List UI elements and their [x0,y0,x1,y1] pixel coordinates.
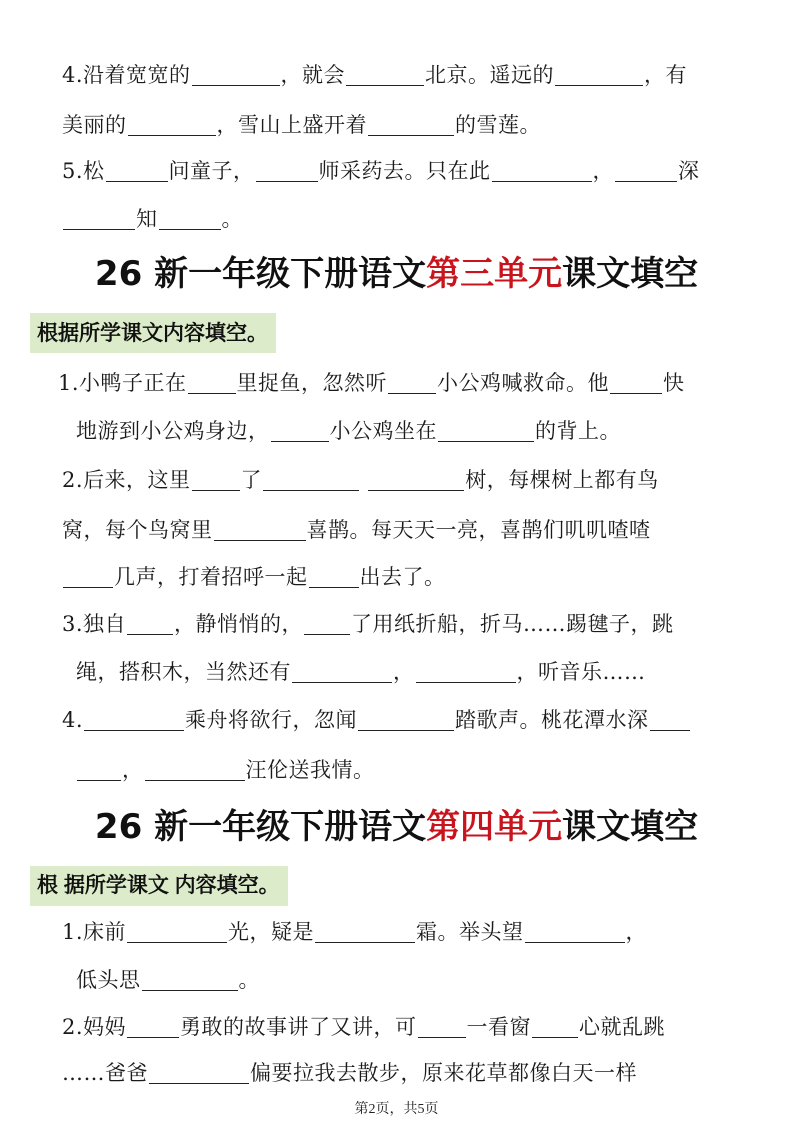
u3-question-2-line-1 [62,465,659,495]
answer-blank[interactable] [63,207,135,230]
answer-blank[interactable] [388,371,436,394]
answer-blank[interactable] [77,758,121,781]
text-segment: 的雪莲。 [455,113,541,137]
text-segment: 3.独自 [62,612,127,636]
answer-blank[interactable] [650,708,690,731]
u3-question-2-line-3 [62,562,446,592]
question-4-line-1 [62,60,687,90]
u3-question-2-line-2 [62,515,651,545]
title-suffix: 课文填空 [562,254,699,294]
text-segment: 勇敢的故事讲了又讲，可 [180,1015,417,1039]
text-segment: 出去了。 [359,565,446,589]
answer-blank[interactable] [358,708,454,731]
title-prefix: 26 新一年级下册语文 [94,807,427,847]
answer-blank[interactable] [315,920,415,943]
u3-question-1-line-1 [58,368,685,398]
answer-blank[interactable] [304,612,350,635]
question-5-line-2 [62,204,243,234]
unit3-instruction: 根据所学课文内容填空。 [30,313,276,353]
text-segment: ， [122,758,144,782]
text-segment: 树，每棵树上都有鸟 [465,468,659,492]
answer-blank[interactable] [532,1015,578,1038]
text-segment: ， [625,920,648,944]
text-segment: 小公鸡喊救命。他 [437,371,610,395]
answer-blank[interactable] [159,207,221,230]
text-segment: ， [592,159,615,183]
u3-question-4-line-2 [76,755,375,785]
answer-blank[interactable] [309,565,359,588]
answer-blank[interactable] [127,1015,179,1038]
answer-blank[interactable] [271,419,329,442]
text-segment: 窝，每个鸟窝里 [62,518,213,542]
text-segment: 1.小鸭子正在 [58,371,187,395]
answer-blank[interactable] [188,371,236,394]
answer-blank[interactable] [145,758,245,781]
answer-blank[interactable] [525,920,625,943]
question-5-line-1 [62,156,700,186]
page-number: 第2页，共5页 [354,1102,439,1117]
answer-blank[interactable] [256,159,318,182]
text-segment: ， [393,660,415,684]
title-highlight: 第四单元 [426,807,563,847]
text-segment: 深 [678,159,700,183]
answer-blank[interactable] [214,518,306,541]
text-segment: 。 [221,207,243,231]
text-segment: 快 [663,371,685,395]
text-segment: 4. [62,708,84,732]
text-segment [360,468,367,492]
text-segment: 汪伦送我情。 [245,758,375,782]
text-segment: 师采药去。只在此 [318,159,491,183]
title-highlight: 第三单元 [426,254,563,294]
answer-blank[interactable] [192,468,240,491]
text-segment: 1.床前 [62,920,127,944]
answer-blank[interactable] [438,419,534,442]
text-segment: 4.沿着宽宽的 [62,63,191,87]
answer-blank[interactable] [368,113,454,136]
unit3-title [0,252,793,296]
text-segment: ，听音乐…… [516,660,646,684]
text-segment: 喜鹊。每天天一亮，喜鹊们叽叽喳喳 [306,518,651,542]
text-segment: 美丽的 [62,113,127,137]
u3-question-3-line-1 [62,609,674,639]
text-segment: 踏歌声。桃花潭水深 [455,708,649,732]
text-segment: 5.松 [62,159,105,183]
answer-blank[interactable] [192,63,280,86]
u3-question-3-line-2 [76,657,646,687]
answer-blank[interactable] [555,63,643,86]
text-segment: 小公鸡坐在 [329,419,437,443]
title-suffix: 课文填空 [562,807,699,847]
text-segment: 心就乱跳 [579,1015,666,1039]
text-segment: 北京。遥远的 [425,63,555,87]
answer-blank[interactable] [368,468,464,491]
title-prefix: 26 新一年级下册语文 [94,254,427,294]
text-segment: 了用纸折船，折马……踢毽子，跳 [351,612,674,636]
text-segment: 了 [240,468,263,492]
text-segment: ，静悄悄的， [174,612,304,636]
answer-blank[interactable] [149,1061,249,1084]
u3-question-4-line-1 [62,705,691,735]
text-segment: 霜。举头望 [416,920,524,944]
text-segment: 。 [238,968,260,992]
text-segment: 知 [136,207,158,231]
answer-blank[interactable] [416,660,516,683]
text-segment: ，雪山上盛开着 [216,113,367,137]
text-segment: 绳，搭积木，当然还有 [76,660,291,684]
question-4-line-2 [62,110,541,140]
text-segment: ，就会 [280,63,346,87]
u4-question-2-line-2 [62,1058,637,1088]
u4-question-1-line-2 [76,965,260,995]
text-segment: 一看窗 [466,1015,532,1039]
text-segment: 偏要拉我去散步，原来花草都像白天一样 [250,1061,637,1085]
text-segment: 的背上。 [535,419,621,443]
answer-blank[interactable] [292,660,392,683]
answer-blank[interactable] [418,1015,466,1038]
answer-blank[interactable] [492,159,592,182]
answer-blank[interactable] [63,565,113,588]
u4-question-2-line-1 [62,1012,665,1042]
answer-blank[interactable] [127,612,173,635]
u3-question-1-line-2 [76,416,621,446]
text-segment: 光，疑是 [228,920,315,944]
text-segment: 问童子， [168,159,255,183]
answer-blank[interactable] [610,371,662,394]
u4-question-1-line-1 [62,917,647,947]
answer-blank[interactable] [346,63,424,86]
answer-blank[interactable] [263,468,359,491]
text-segment: ……爸爸 [62,1061,148,1085]
text-segment: 2.后来，这里 [62,468,191,492]
answer-blank[interactable] [142,968,238,991]
answer-blank[interactable] [84,708,184,731]
text-segment: 乘舟将欲行，忽闻 [185,708,358,732]
answer-blank[interactable] [106,159,168,182]
unit4-title [0,805,793,849]
answer-blank[interactable] [127,920,227,943]
answer-blank[interactable] [128,113,216,136]
text-segment: 几声，打着招呼一起 [114,565,308,589]
text-segment: 低头思 [76,968,141,992]
unit4-instruction: 根 据所学课文 内容填空。 [30,866,288,906]
text-segment: ，有 [644,63,688,87]
text-segment: 2.妈妈 [62,1015,127,1039]
answer-blank[interactable] [615,159,677,182]
text-segment: 地游到小公鸡身边， [76,419,270,443]
text-segment: 里捉鱼，忽然听 [236,371,388,395]
